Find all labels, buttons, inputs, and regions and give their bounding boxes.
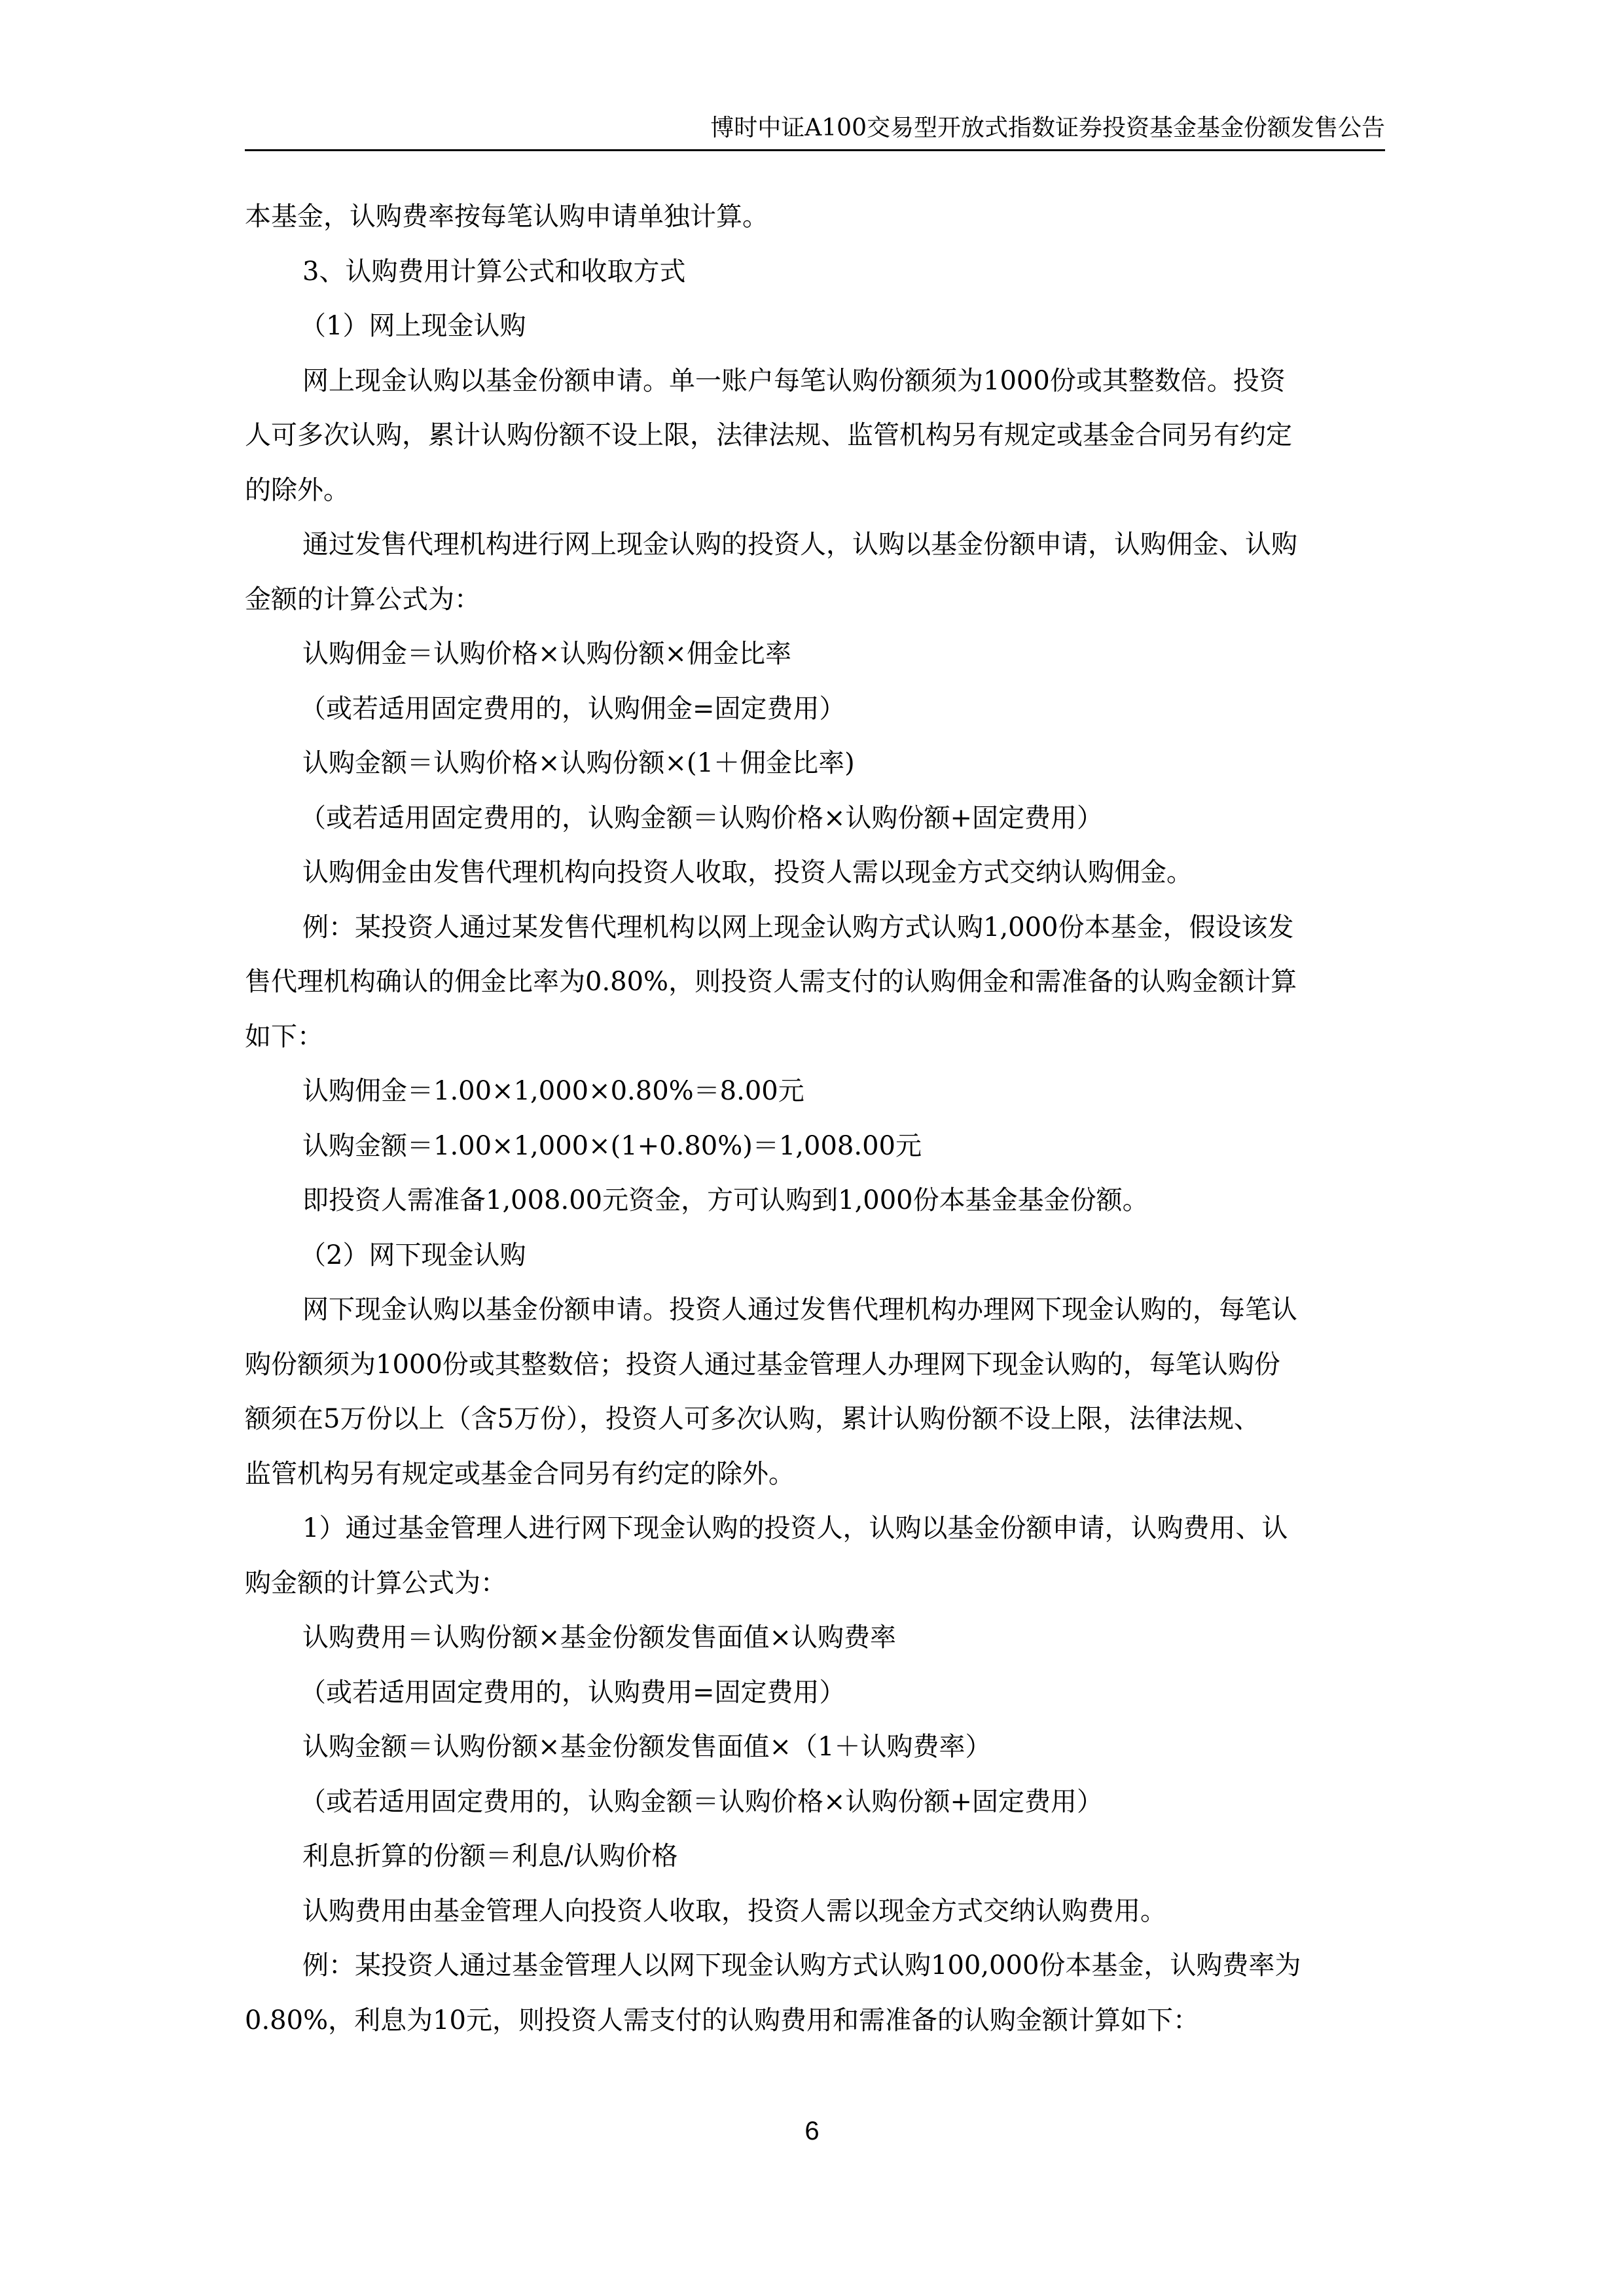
formula-note: （或若适用固定费用的，认购金额＝认购价格×认购份额+固定费用） (300, 802, 1104, 833)
example-line: 例：某投资人通过基金管理人以网下现金认购方式认购100,000份本基金，认购费率为 (302, 1950, 1301, 1981)
example-line: 如下： (245, 1021, 323, 1052)
paragraph-line: 通过发售代理机构进行网上现金认购的投资人，认购以基金份额申请，认购佣金、认购 (302, 529, 1297, 560)
paragraph-line: 额须在5万份以上（含5万份），投资人可多次认购，累计认购份额不设上限，法律法规、 (245, 1404, 1260, 1434)
paragraph-line: 认购佣金由发售代理机构向投资人收取，投资人需以现金方式交纳认购佣金。 (302, 857, 1193, 888)
document-title: 博时中证A100交易型开放式指数证券投资基金基金份额发售公告 (710, 115, 1385, 141)
subsection-heading: （2）网下现金认购 (300, 1240, 526, 1270)
formula-line: 认购佣金＝认购价格×认购份额×佣金比率 (302, 639, 792, 669)
paragraph-line: 即投资人需准备1,008.00元资金，方可认购到1,000份本基金基金份额。 (302, 1185, 1149, 1215)
formula-note: （或若适用固定费用的，认购金额＝认购价格×认购份额+固定费用） (300, 1786, 1104, 1817)
example-line: 0.80%，利息为10元，则投资人需支付的认购费用和需准备的认购金额计算如下： (245, 2005, 1199, 2036)
formula-line: 认购金额＝认购价格×认购份额×(1＋佣金比率) (302, 748, 855, 778)
page-number: 6 (804, 2117, 820, 2145)
calculation-line: 认购金额＝1.00×1,000×(1+0.80%)＝1,008.00元 (302, 1130, 922, 1161)
formula-line: 认购费用＝认购份额×基金份额发售面值×认购费率 (302, 1623, 897, 1653)
formula-line: 认购金额＝认购份额×基金份额发售面值×（1＋认购费率） (302, 1732, 992, 1762)
paragraph-line: 的除外。 (245, 475, 350, 505)
paragraph-line: 购金额的计算公式为： (245, 1568, 507, 1598)
subsection-heading: （1）网上现金认购 (300, 311, 526, 341)
section-heading: 3、认购费用计算公式和收取方式 (302, 256, 686, 287)
paragraph-line: 购份额须为1000份或其整数倍；投资人通过基金管理人办理网下现金认购的，每笔认购份 (245, 1349, 1280, 1380)
paragraph-line: 监管机构另有规定或基金合同另有约定的除外。 (245, 1458, 795, 1489)
paragraph-line: 人可多次认购，累计认购份额不设上限，法律法规、监管机构另有规定或基金合同另有约定 (245, 420, 1292, 450)
paragraph-line: 网上现金认购以基金份额申请。单一账户每笔认购份额须为1000份或其整数倍。投资 (302, 365, 1286, 396)
formula-line: 利息折算的份额＝利息/认购价格 (302, 1841, 678, 1871)
paragraph-line: 网下现金认购以基金份额申请。投资人通过发售代理机构办理网下现金认购的，每笔认 (302, 1295, 1297, 1325)
page-header (245, 110, 1385, 151)
text-line: 本基金，认购费率按每笔认购申请单独计算。 (245, 202, 768, 232)
formula-note: （或若适用固定费用的，认购费用=固定费用） (300, 1677, 846, 1708)
example-line: 例：某投资人通过某发售代理机构以网上现金认购方式认购1,000份本基金，假设该发 (302, 912, 1294, 942)
paragraph-line: 1）通过基金管理人进行网下现金认购的投资人，认购以基金份额申请，认购费用、认 (302, 1513, 1288, 1543)
document-body (245, 190, 1385, 2048)
paragraph-line: 金额的计算公式为： (245, 584, 480, 615)
paragraph-line: 认购费用由基金管理人向投资人收取，投资人需以现金方式交纳认购费用。 (302, 1895, 1166, 1926)
formula-note: （或若适用固定费用的，认购佣金=固定费用） (300, 693, 846, 724)
calculation-line: 认购佣金＝1.00×1,000×0.80%＝8.00元 (302, 1076, 804, 1106)
example-line: 售代理机构确认的佣金比率为0.80%，则投资人需支付的认购佣金和需准备的认购金额计算 (245, 967, 1297, 997)
